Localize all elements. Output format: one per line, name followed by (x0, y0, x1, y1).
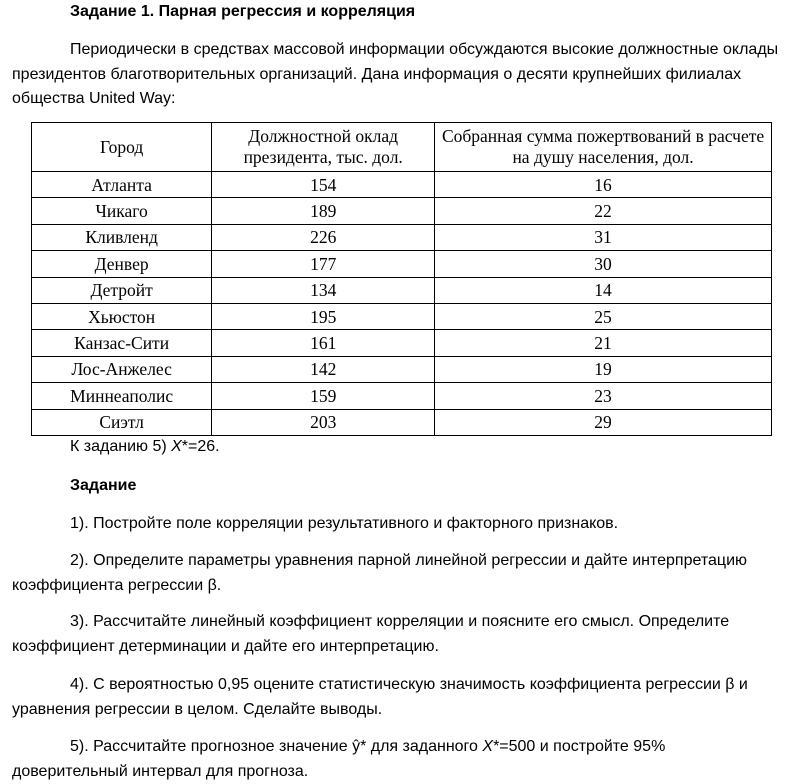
task5-suffix: *=500 и постройте 95% доверительный интервал для прогноза. (12, 738, 666, 780)
note-prefix: К заданию 5) (70, 438, 172, 455)
cell-donations: 29 (435, 409, 772, 435)
note-variable: X (171, 438, 182, 455)
cell-city: Атланта (32, 172, 212, 198)
cell-donations: 22 (435, 198, 772, 224)
header-city: Город (32, 123, 212, 172)
note-suffix: *=26. (181, 438, 220, 455)
table-row (32, 277, 772, 303)
cell-city: Лос-Анжелес (32, 356, 212, 382)
table-row (32, 251, 772, 277)
table-row (32, 172, 772, 198)
cell-salary: 226 (212, 224, 435, 250)
table-row (32, 330, 772, 356)
cell-city: Детройт (32, 277, 212, 303)
table-header-row (32, 123, 772, 172)
cell-salary: 134 (212, 277, 435, 303)
cell-donations: 30 (435, 251, 772, 277)
task5-prefix: 5). Рассчитайте прогнозное значение ŷ* для заданного (70, 738, 483, 755)
task-1: 1). Постройте поле корреляции результативного и факторного признаков. (70, 515, 619, 532)
task-4: 4). С вероятностью 0,95 оцените статистическую значимость коэффициента регрессии β и уравнения регрессии в целом. Сделайте выводы. (12, 676, 748, 718)
intro-paragraph: Периодически в средствах массовой информации обсуждаются высокие должностные оклады президентов благотворительных организаций. Дана информация о десяти крупнейших филиалах общества United Way: (12, 41, 779, 107)
cell-salary: 189 (212, 198, 435, 224)
cell-donations: 23 (435, 383, 772, 409)
tasks-heading: Задание (70, 477, 137, 494)
header-donations: Собранная сумма пожертвований в расчете на душу населения, дол. (435, 123, 772, 172)
task-3: 3). Рассчитайте линейный коэффициент корреляции и поясните его смысл. Определите коэффициент детерминации и дайте его интерпретацию. (12, 613, 730, 655)
cell-salary: 195 (212, 303, 435, 329)
cell-donations: 19 (435, 356, 772, 382)
task5-variable: X (482, 738, 494, 755)
table-body (32, 172, 772, 436)
cell-donations: 25 (435, 303, 772, 329)
cell-donations: 31 (435, 224, 772, 250)
cell-city: Хьюстон (32, 303, 212, 329)
cell-city: Кливленд (32, 224, 212, 250)
cell-salary: 159 (212, 383, 435, 409)
task5-note (70, 438, 220, 456)
table-row (32, 383, 772, 409)
table-row (32, 198, 772, 224)
table-row (32, 409, 772, 435)
cell-salary: 161 (212, 330, 435, 356)
task-2: 2). Определите параметры уравнения парной линейной регрессии и дайте интерпретацию коэффициента регрессии β. (12, 552, 748, 594)
cell-city: Миннеаполис (32, 383, 212, 409)
table-row (32, 303, 772, 329)
cell-donations: 14 (435, 277, 772, 303)
cell-city: Чикаго (32, 198, 212, 224)
header-salary: Должностной оклад президента, тыс. дол. (212, 123, 435, 172)
cell-salary: 177 (212, 251, 435, 277)
cell-donations: 16 (435, 172, 772, 198)
cell-salary: 203 (212, 409, 435, 435)
data-table (31, 122, 772, 436)
cell-salary: 142 (212, 356, 435, 382)
table-row (32, 224, 772, 250)
cell-donations: 21 (435, 330, 772, 356)
cell-city: Канзас-Сити (32, 330, 212, 356)
cell-city: Сиэтл (32, 409, 212, 435)
document-title: Задание 1. Парная регрессия и корреляция (70, 3, 416, 20)
table-row (32, 356, 772, 382)
task-5 (12, 735, 784, 784)
cell-city: Денвер (32, 251, 212, 277)
cell-salary: 154 (212, 172, 435, 198)
